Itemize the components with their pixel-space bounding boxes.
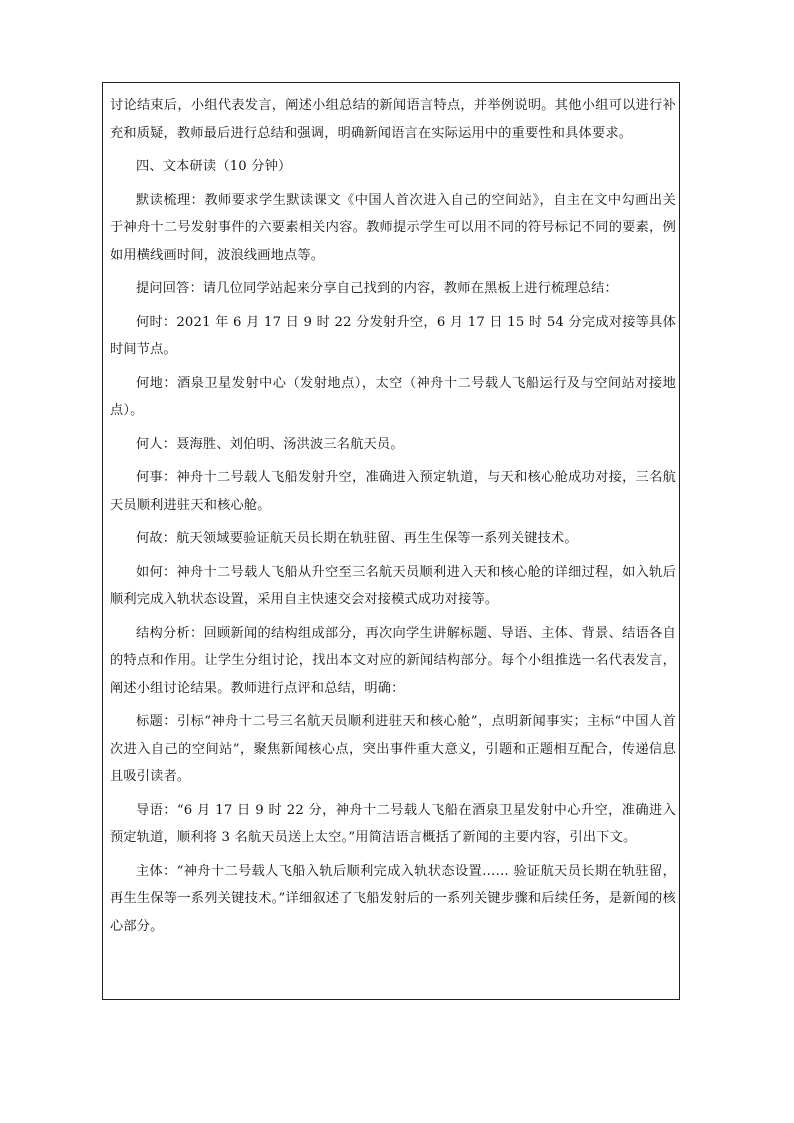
document-content bbox=[110, 92, 676, 946]
paragraph-discussion-summary: 讨论结束后，小组代表发言，阐述小组总结的新闻语言特点，并举例说明。其他小组可以进行补充和质疑，教师最后进行总结和强调，明确新闻语言在实际运用中的重要性和具体要求。 bbox=[110, 98, 676, 141]
paragraph-headline: 标题：引标“神舟十二号三名航天员顺利进驻天和核心舱”，点明新闻事实；主标“中国人首次进入自己的空间站”，聚焦新闻核心点，突出事件重大意义，引题和正题相互配合，传递信息且吸引读者。 bbox=[110, 714, 676, 784]
paragraph-structure-analysis: 结构分析：回顾新闻的结构组成部分，再次向学生讲解标题、导语、主体、背景、结语各自的特点和作用。让学生分组讨论，找出本文对应的新闻结构部分。每个小组推选一名代表发言，阐述小组讨论结果。教师进行点评和总结，明确： bbox=[110, 625, 676, 696]
paragraph-body: 主体：“神舟十二号载人飞船入轨后顺利完成入轨状态设置…… 验证航天员长期在轨驻留，再生生保等一系列关键技术。”详细叙述了飞船发射后的一系列关键步骤和后续任务，是新闻的核心部分。 bbox=[110, 863, 676, 934]
paragraph-how: 如何：神舟十二号载人飞船从升空至三名航天员顺利进入天和核心舱的详细过程，如入轨后顺利完成入轨状态设置，采用自主快速交会对接模式成功对接等。 bbox=[110, 564, 676, 607]
paragraph-where: 何地：酒泉卫星发射中心（发射地点），太空（神舟十二号载人飞船运行及与空间站对接地点）。 bbox=[110, 375, 676, 418]
paragraph-when: 何时：2021 年 6 月 17 日 9 时 22 分发射升空，6 月 17 日 15 时 54 分完成对接等具体时间节点。 bbox=[110, 314, 676, 357]
paragraph-silent-reading: 默读梳理：教师要求学生默读课文《中国人首次进入自己的空间站》，自主在文中勾画出关于神舟十二号发射事件的六要素相关内容。教师提示学生可以用不同的符号标记不同的要素，例如用横线画时间，波浪线画地点等。 bbox=[110, 192, 676, 263]
paragraph-who: 何人：聂海胜、刘伯明、汤洪波三名航天员。 bbox=[136, 436, 404, 452]
section-heading-text-study: 四、文本研读（10 分钟） bbox=[136, 159, 292, 174]
paragraph-lead: 导语：“6 月 17 日 9 时 22 分，神舟十二号载人飞船在酒泉卫星发射中心升空，准确进入预定轨道，顺利将 3 名航天员送上太空。”用简洁语言概括了新闻的主要内容，引出下文。 bbox=[110, 802, 676, 845]
paragraph-question-answer: 提问回答：请几位同学站起来分享自己找到的内容，教师在黑板上进行梳理总结： bbox=[136, 281, 618, 296]
paragraph-why: 何故：航天领域要验证航天员长期在轨驻留、再生生保等一系列关键技术。 bbox=[136, 531, 578, 546]
paragraph-what: 何事：神舟十二号载人飞船发射升空，准确进入预定轨道，与天和核心舱成功对接，三名航天员顺利进驻天和核心舱。 bbox=[110, 470, 676, 513]
